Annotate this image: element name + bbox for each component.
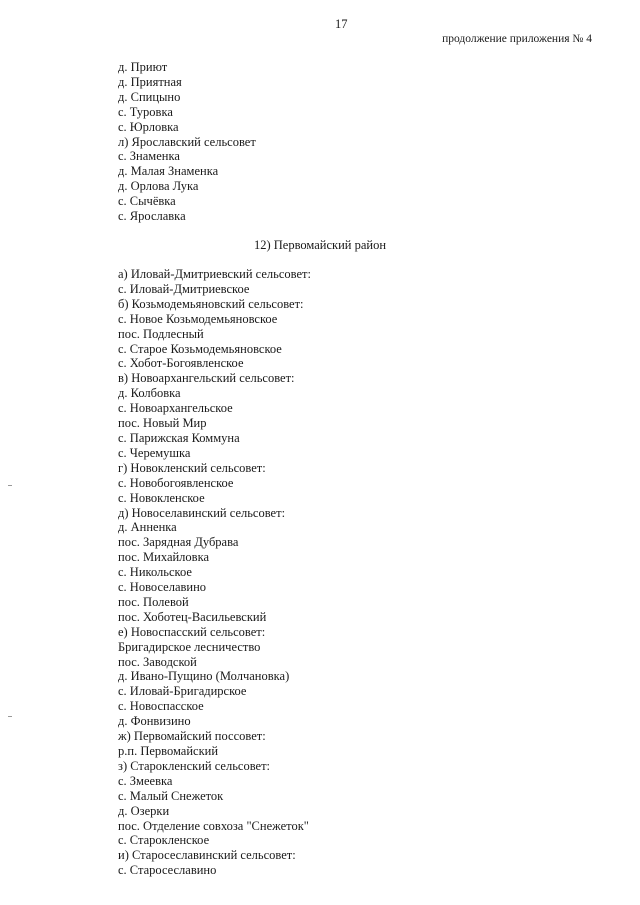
section-heading: 12) Первомайский район — [253, 238, 387, 252]
list-item: пос. Новый Мир — [118, 416, 207, 431]
list-item: с. Змеевка — [118, 773, 173, 788]
list-item: р.п. Первомайский — [118, 744, 219, 758]
list-item: д. Озерки — [118, 803, 170, 818]
list-item: б) Козьмодемьяновский сельсовет: — [118, 296, 304, 311]
list-item: Бригадирское лесничество — [118, 639, 261, 654]
list-item: с. Туровка — [118, 104, 173, 119]
list-item: пос. Подлесный — [118, 326, 204, 341]
list-item: с. Иловай-Бригадирское — [118, 684, 247, 699]
list-item: д. Колбовка — [118, 386, 181, 401]
margin-mark — [8, 716, 12, 717]
list-item: д. Малая Знаменка — [118, 164, 219, 179]
list-item: с. Малый Снежеток — [118, 788, 224, 803]
list-item: с. Юрловка — [118, 119, 179, 134]
list-item: пос. Михайловка — [118, 550, 209, 565]
list-item: с. Знаменка — [118, 149, 180, 164]
list-item: г) Новокленский сельсовет: — [118, 460, 266, 475]
list-item: е) Новоспасский сельсовет: — [118, 624, 266, 639]
margin-mark — [8, 485, 12, 486]
list-item: с. Иловай-Дмитриевское — [118, 281, 250, 296]
settlement-list-bottom — [118, 267, 311, 878]
list-item: пос. Зарядная Дубрава — [118, 535, 239, 550]
appendix-note: продолжение приложения № 4 — [442, 33, 592, 45]
list-item: с. Старосеславино — [118, 863, 217, 878]
list-item: пос. Заводской — [118, 654, 197, 669]
list-item: с. Старокленское — [118, 833, 210, 848]
list-item: с. Новоселавино — [118, 580, 207, 595]
list-item: з) Старокленский сельсовет: — [118, 758, 271, 773]
list-item: с. Ярославка — [118, 209, 186, 224]
list-item: пос. Отделение совхоза "Снежеток" — [118, 818, 309, 833]
list-item: с. Сычёвка — [118, 194, 176, 209]
list-item: пос. Полевой — [118, 594, 189, 609]
list-item: д. Приют — [118, 60, 168, 74]
list-item: с. Хобот-Богоявленское — [118, 356, 244, 371]
list-item: д. Спицыно — [118, 89, 181, 104]
list-item: и) Старосеславинский сельсовет: — [118, 848, 296, 863]
settlement-list-top — [118, 60, 256, 224]
list-item: д. Анненка — [118, 520, 177, 535]
list-item: в) Новоархангельский сельсовет: — [118, 371, 295, 386]
list-item: с. Новобогоявленское — [118, 475, 234, 490]
list-item: д. Приятная — [118, 74, 182, 89]
list-item: с. Никольское — [118, 565, 192, 580]
list-item: с. Черемушка — [118, 445, 191, 460]
list-item: д) Новоселавинский сельсовет: — [118, 505, 286, 520]
list-item: д. Фонвизино — [118, 714, 191, 729]
list-item: с. Новое Козьмодемьяновское — [118, 311, 278, 326]
list-item: с. Новокленское — [118, 490, 205, 505]
list-item: с. Новоархангельское — [118, 401, 233, 416]
list-item: а) Иловай-Дмитриевский сельсовет: — [118, 267, 311, 281]
list-item: л) Ярославский сельсовет — [118, 134, 256, 149]
list-item: пос. Хоботец-Васильевский — [118, 609, 267, 624]
list-item: ж) Первомайский поссовет: — [118, 729, 266, 744]
list-item: д. Ивано-Пущино (Молчановка) — [118, 669, 290, 684]
list-item: с. Парижская Коммуна — [118, 430, 240, 445]
list-item: д. Орлова Лука — [118, 179, 199, 194]
list-item: с. Новоспасское — [118, 699, 204, 714]
list-item: с. Старое Козьмодемьяновское — [118, 341, 282, 356]
page-number: 17 — [335, 17, 348, 31]
